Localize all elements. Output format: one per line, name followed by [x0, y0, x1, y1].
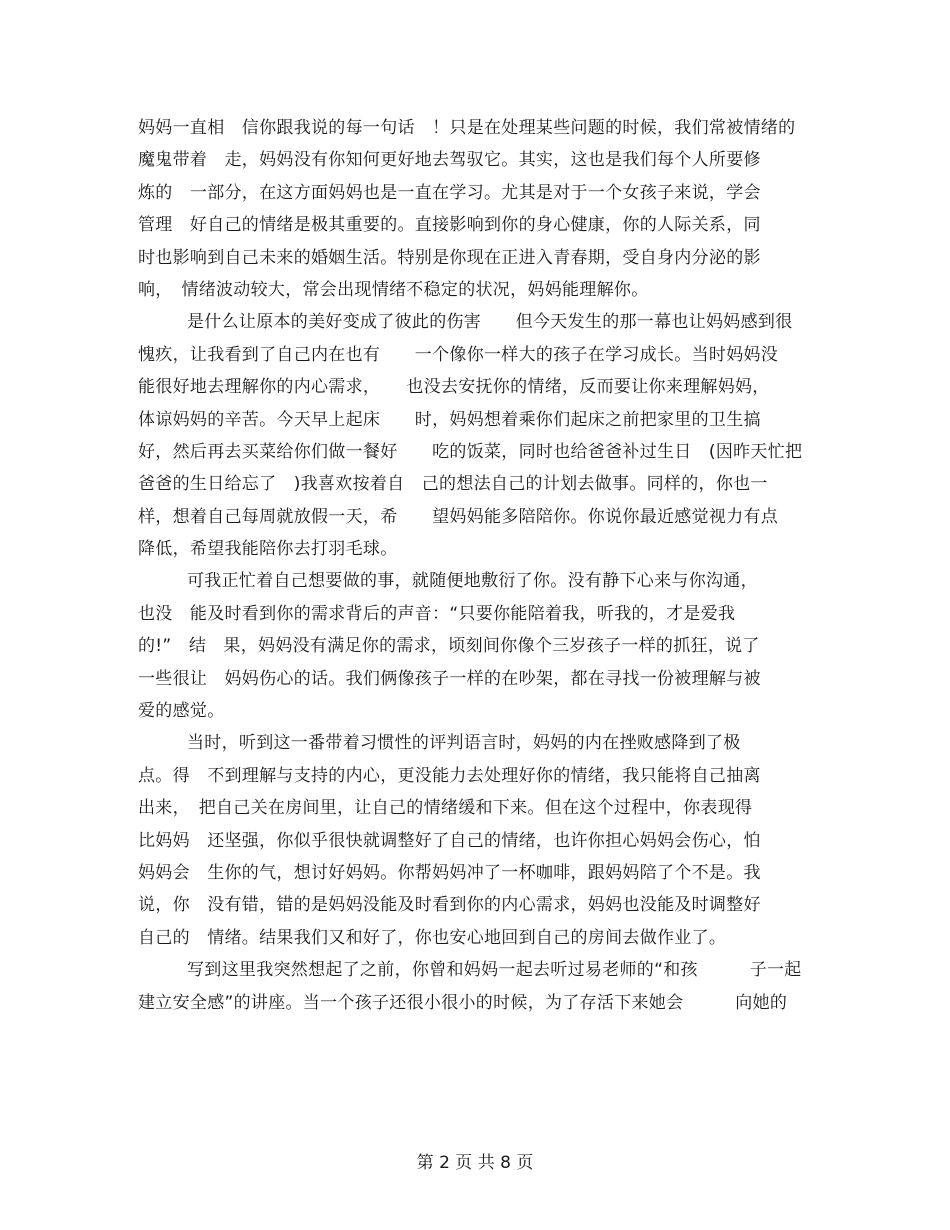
text-line: 说，你 没有错，错的是妈妈没能及时看到你的内心需求，妈妈也没能及时调整好	[138, 895, 761, 916]
text-line: 出来， 把自己关在房间里，让自己的情绪缓和下来。但在这个过程中，你表现得	[138, 798, 753, 819]
text-line: 魔鬼带着 走，妈妈没有你知何更好地去驾驭它。其实，这也是我们每个人所要修	[138, 150, 761, 171]
text-line: 妈妈会 生你的气，想讨好妈妈。你帮妈妈冲了一杯咖啡，跟妈妈陪了个不是。我	[138, 862, 761, 883]
letter-body	[138, 112, 818, 1019]
text-line: 点。得 不到理解与支持的内心，更没能力去处理好你的情绪，我只能将自己抽离	[138, 765, 761, 786]
text-line: 一些很让 妈妈伤心的话。我们俩像孩子一样的在吵架，都在寻找一份被理解与被	[138, 668, 761, 689]
paragraph-start-line: 当时，听到这一番带着习惯性的评判语言时，妈妈的内在挫败感降到了极	[187, 733, 741, 754]
text-line: 炼的 一部分，在这方面妈妈也是一直在学习。尤其是对于一个女孩子来说，学会	[138, 182, 761, 203]
text-line: 响， 情绪波动较大，常会出现情绪不稳定的状况，妈妈能理解你。	[138, 279, 649, 300]
text-line: 管理 好自己的情绪是极其重要的。直接影响到你的身心健康，你的人际关系，同	[138, 215, 761, 236]
text-line: 妈妈一直相 信你跟我说的每一句话 ！只是在处理某些问题的时候，我们常被情绪的	[138, 118, 796, 138]
paragraph-start-line: 可我正忙着自己想要做的事，就随便地敷衍了你。没有静下心来与你沟通，	[187, 571, 758, 592]
text-line: 的!” 结 果，妈妈没有满足你的需求，顷刻间你像个三岁孩子一样的抓狂，说了	[138, 636, 760, 657]
text-line: 体谅妈妈的辛苦。今天早上起床 时，妈妈想着乘你们起床之前把家里的卫生搞	[138, 409, 761, 430]
text-line: 爱的感觉。	[138, 701, 225, 722]
text-line: 也没 能及时看到你的需求背后的声音：“只要你能陪着我，听我的，才是爱我	[138, 603, 736, 624]
text-line: 爸爸的生日给忘了 )我喜欢按着自 己的想法自己的计划去做事。同样的，你也一	[138, 474, 768, 495]
text-line: 建立安全感”的讲座。当一个孩子还很小很小的时候，为了存活下来她会 向她的	[138, 992, 788, 1013]
page-number-footer: 第 2 页 共 8 页	[416, 1153, 534, 1173]
text-line: 样，想着自己每周就放假一天，希 望妈妈能多陪陪你。你说你最近感觉视力有点	[138, 506, 779, 527]
text-line: 时也影响到自己未来的婚姻生活。特别是你现在正进入青春期，受自身内分泌的影	[138, 247, 761, 268]
text-line: 比妈妈 还坚强，你似乎很快就调整好了自己的情绪，也许你担心妈妈会伤心，怕	[138, 830, 761, 851]
text-line: 好，然后再去买菜给你们做一餐好 吃的饭菜，同时也给爸爸补过生日 (因昨天忙把	[138, 441, 803, 462]
text-line: 降低，希望我能陪你去打羽毛球。	[138, 539, 398, 560]
paragraph-start-line: 是什么让原本的美好变成了彼此的伤害 但今天发生的那一幕也让妈妈感到很	[187, 312, 793, 333]
text-line: 愧疚，让我看到了自己内在也有 一个像你一样大的孩子在学习成长。当时妈妈没	[138, 344, 779, 365]
text-line: 自己的 情绪。结果我们又和好了，你也安心地回到自己的房间去做作业了。	[138, 927, 727, 948]
text-line: 能很好地去理解你的内心需求， 也没去安抚你的情绪，反而要让你来理解妈妈，	[138, 377, 770, 398]
paragraph-start-line: 写到这里我突然想起了之前，你曾和妈妈一起去听过易老师的“和孩 子一起	[187, 960, 802, 981]
